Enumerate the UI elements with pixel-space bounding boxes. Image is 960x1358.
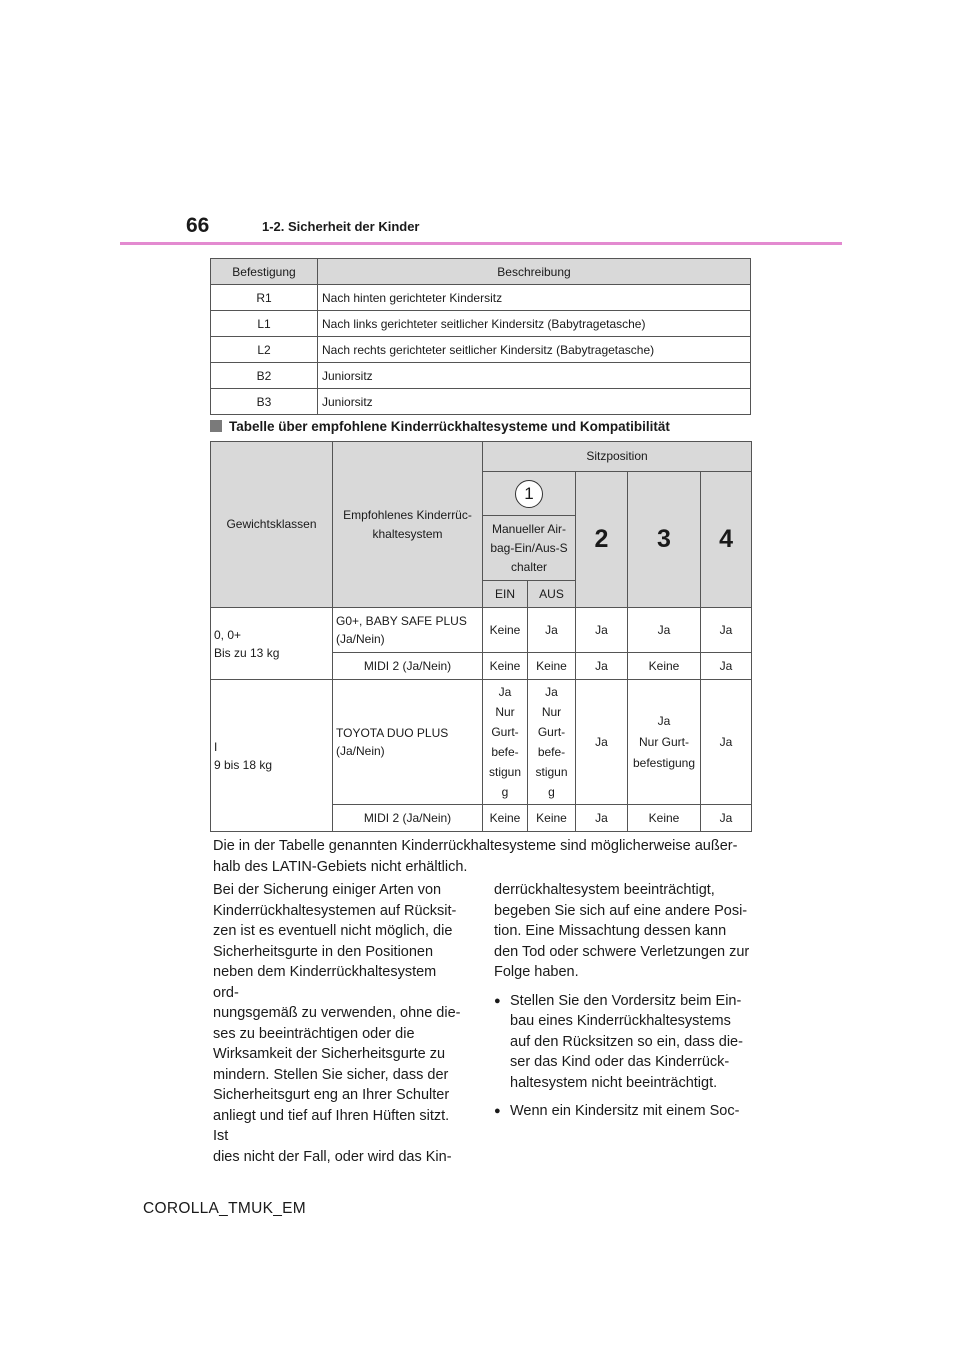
value-cell: Keine <box>628 653 701 680</box>
weight-group-line: I <box>214 739 218 754</box>
weight-group-line: 0, 0+ <box>214 627 242 642</box>
value-cell: Ja <box>701 653 752 680</box>
text-line: auf den Rücksitzen so ein, dass die- <box>510 1033 743 1050</box>
value-line: Ja <box>498 685 512 699</box>
text-line: ser das Kind oder das Kinderrück- <box>510 1054 730 1070</box>
text-line: mindern. Stellen Sie sicher, dass der <box>213 1066 449 1083</box>
value-cell <box>628 680 701 805</box>
value-line: Gurt- <box>537 725 566 739</box>
text-line: Folge haben. <box>494 964 579 980</box>
text-line: haltesystem nicht beeinträchtigt. <box>510 1074 718 1091</box>
seat-4-icon <box>719 524 733 553</box>
value-line: Ja <box>545 685 558 699</box>
system-line: TOYOTA DUO PLUS <box>336 726 449 740</box>
system-cell: MIDI 2 (Ja/Nein) <box>333 805 483 832</box>
airbag-switch-line: bag-Ein/Aus-S <box>490 540 568 555</box>
weight-group-line: Bis zu 13 kg <box>214 645 280 660</box>
value-cell: Keine <box>483 608 528 653</box>
system-cell <box>333 680 483 805</box>
table-row <box>211 363 751 389</box>
table-row <box>211 608 752 653</box>
left-column-text <box>213 880 465 1167</box>
weight-group-cell <box>211 680 333 832</box>
value-cell <box>483 680 528 805</box>
right-column-text <box>494 880 756 1122</box>
system-line: (Ja/Nein) <box>336 744 385 758</box>
note-line: halb des LATIN-Gebiets nicht erhältlich. <box>213 858 468 875</box>
table-row <box>211 285 751 311</box>
table-row <box>211 337 751 363</box>
value-cell: Ja <box>628 608 701 653</box>
compatibility-table <box>210 441 752 832</box>
text-line: ● Wenn ein Kindersitz mit einem Soc- <box>510 1103 740 1119</box>
text-line: tion. Eine Missachtung dessen kann <box>494 923 727 939</box>
table-row <box>211 389 751 415</box>
airbag-off-header: AUS <box>528 581 576 608</box>
text-line: den Tod oder schwere Verletzungen zur <box>494 943 750 960</box>
value-line: Ja <box>657 713 671 728</box>
value-line: Nur <box>495 705 515 719</box>
value-cell: Keine <box>528 653 576 680</box>
text-line: ● Stellen Sie den Vordersitz beim Ein- <box>510 992 742 1009</box>
airbag-switch-line: chalter <box>510 559 548 574</box>
text-line: neben dem Kinderrückhaltesystem ord- <box>213 964 437 1001</box>
text-line: begeben Sie sich auf eine andere Posi- <box>494 902 748 919</box>
fixing-table <box>210 258 751 415</box>
system-cell: MIDI 2 (Ja/Nein) <box>333 653 483 680</box>
text-line: bau eines Kinderrückhaltesystems <box>510 1013 731 1029</box>
text-line: Sicherheitsgurt eng an Ihrer Schulter <box>213 1087 450 1103</box>
bullet-list <box>494 991 756 1122</box>
value-line: Nur Gurt- <box>638 734 689 749</box>
text-line: Sicherheitsgurte in den Positionen <box>213 943 434 960</box>
footer-doc-code: COROLLA_TMUK_EM <box>143 1200 306 1217</box>
text-line: derrückhaltesystem beeinträchtigt, <box>494 882 715 898</box>
value-cell <box>528 680 576 805</box>
seat-3-label: 3 <box>657 524 671 553</box>
value-cell: Ja <box>576 653 628 680</box>
value-line: stigun <box>488 765 522 779</box>
page-number: 66 <box>186 214 210 237</box>
airbag-on-header: EIN <box>483 581 528 608</box>
text-line: dies nicht der Fall, oder wird das Kin- <box>213 1148 452 1165</box>
table-row <box>211 311 751 337</box>
value-cell: Keine <box>483 653 528 680</box>
system-line: (Ja/Nein) <box>336 632 385 646</box>
text-line: Wirksamkeit der Sicherheitsgurte zu <box>213 1046 446 1062</box>
compat-heading: Tabelle über empfohlene Kinderrückhaltesysteme und Kompatibilität <box>229 419 670 434</box>
square-bullet-icon <box>210 420 222 432</box>
seat-2-label: 2 <box>594 524 609 553</box>
table-header-row <box>211 259 751 285</box>
section-title: 1-2. Sicherheit der Kinder <box>262 219 420 234</box>
text-line: ses zu beeinträchtigen oder die <box>213 1025 415 1042</box>
value-line: befe- <box>491 745 519 759</box>
text-line: Bei der Sicherung einiger Arten von <box>213 882 442 898</box>
seat-position-1 <box>483 472 576 516</box>
fixing-code: L1 <box>211 311 318 337</box>
seat-1-icon: 1 <box>515 480 543 508</box>
text-line: anliegt und tief auf Ihren Hüften sitzt. Ist <box>213 1107 450 1144</box>
list-item <box>494 991 756 1094</box>
system-line: G0+, BABY SAFE PLUS <box>336 614 467 628</box>
col-header-seat: Sitzposition <box>483 442 752 472</box>
fixing-description: Juniorsitz <box>318 363 751 389</box>
seat-3-icon <box>657 524 671 553</box>
value-cell: Ja <box>528 608 576 653</box>
value-cell: Ja <box>576 608 628 653</box>
col-header-system-line: khaltesystem <box>372 526 443 541</box>
fixing-code: B2 <box>211 363 318 389</box>
fixing-code: L2 <box>211 337 318 363</box>
value-line: stigun <box>535 765 568 779</box>
fixing-description: Juniorsitz <box>318 389 751 415</box>
text-line: nungsgemäß zu verwenden, ohne die- <box>213 1005 461 1021</box>
seat-position-2 <box>576 472 628 608</box>
seat-4-label: 4 <box>719 524 733 553</box>
col-header-description: Beschreibung <box>318 259 751 285</box>
fixing-description: Nach rechts gerichteter seitlicher Kindersitz (Babytragetasche) <box>318 337 751 363</box>
value-line: Gurt- <box>491 725 519 739</box>
note-line: Die in der Tabelle genannten Kinderrückhaltesysteme sind möglicherweise außer- <box>213 838 738 854</box>
col-header-fixing: Befestigung <box>211 259 318 285</box>
table-row <box>211 680 752 805</box>
fixing-description: Nach links gerichteter seitlicher Kindersitz (Babytragetasche) <box>318 311 751 337</box>
availability-note <box>213 836 753 877</box>
value-line: befe- <box>537 745 566 759</box>
fixing-code: R1 <box>211 285 318 311</box>
value-cell: Ja <box>576 805 628 832</box>
list-item <box>494 1101 756 1122</box>
value-cell: Ja <box>576 680 628 805</box>
airbag-switch-header <box>483 516 576 581</box>
value-line: g <box>501 785 509 799</box>
text-line: Kinderrückhaltesystemen auf Rücksit- <box>213 902 457 919</box>
fixing-description: Nach hinten gerichteter Kindersitz <box>318 285 751 311</box>
header-divider <box>120 242 842 245</box>
weight-group-line: 9 bis 18 kg <box>214 757 273 772</box>
seat-position-3 <box>628 472 701 608</box>
value-cell: Keine <box>528 805 576 832</box>
value-line: g <box>548 785 555 799</box>
table-header-row <box>211 442 752 472</box>
value-cell: Ja <box>701 608 752 653</box>
text-line: zen ist es eventuell nicht möglich, die <box>213 923 453 939</box>
value-cell: Keine <box>628 805 701 832</box>
value-cell: Ja <box>701 680 752 805</box>
col-header-weight: Gewichtsklassen <box>211 442 333 608</box>
system-cell <box>333 608 483 653</box>
weight-group-cell <box>211 608 333 680</box>
value-line: Nur <box>541 705 562 719</box>
fixing-code: B3 <box>211 389 318 415</box>
seat-position-4 <box>701 472 752 608</box>
value-cell: Keine <box>483 805 528 832</box>
airbag-switch-line: Manueller Air- <box>491 521 567 536</box>
col-header-system-line: Empfohlenes Kinderrüc- <box>343 507 472 522</box>
col-header-system <box>333 442 483 608</box>
value-line: befestigung <box>632 755 696 770</box>
seat-2-icon <box>594 524 609 553</box>
value-cell: Ja <box>701 805 752 832</box>
